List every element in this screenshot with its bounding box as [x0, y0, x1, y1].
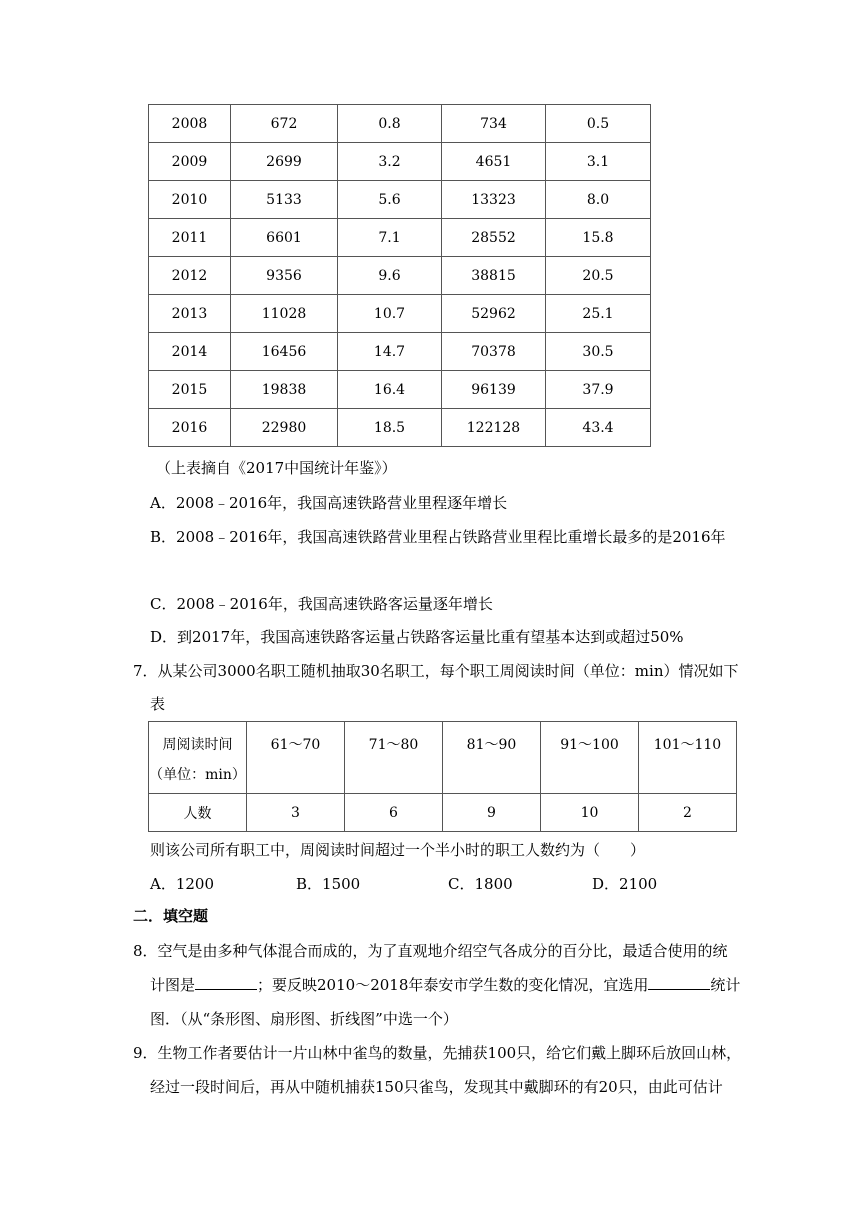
table-cell: 43.4 — [546, 409, 651, 447]
count-cell: 6 — [345, 794, 443, 832]
rail-statistics-table — [148, 104, 651, 447]
q6-option-b: B．2008﹣2016年，我国高速铁路营业里程占铁路营业里程比重增长最多的是2016年 — [150, 528, 726, 546]
table-cell: 2012 — [149, 257, 231, 295]
q7-question: 则该公司所有职工中，周阅读时间超过一个半小时的职工人数约为（ ） — [150, 841, 646, 859]
range-cell: 81～90 — [466, 737, 517, 753]
table-row — [149, 409, 651, 447]
q6-option-c: C．2008﹣2016年，我国高速铁路客运量逐年增长 — [150, 595, 493, 613]
table-cell: 5133 — [231, 181, 338, 219]
q9-line1: 9．生物工作者要估计一片山林中雀鸟的数量，先捕获100只，给它们戴上脚环后放回山林， — [133, 1044, 742, 1062]
table-cell: 4651 — [442, 143, 546, 181]
table-cell: 2011 — [149, 219, 231, 257]
table-cell: 9356 — [231, 257, 338, 295]
table-cell: 25.1 — [546, 295, 651, 333]
table-row — [149, 295, 651, 333]
table-cell: 734 — [442, 105, 546, 143]
table-cell: 2009 — [149, 143, 231, 181]
q8-text-c: 统计 — [710, 976, 741, 994]
count-cell: 2 — [639, 794, 737, 832]
answer-blank-2[interactable] — [648, 975, 710, 990]
q7-option-d: D．2100 — [592, 875, 658, 893]
q9-line2: 经过一段时间后，再从中随机捕获150只雀鸟，发现其中戴脚环的有20只，由此可估计 — [150, 1078, 723, 1096]
count-cell: 9 — [443, 794, 541, 832]
q7-stem: 7．从某公司3000名职工随机抽取30名职工，每个职工周阅读时间（单位：min）情况如下 — [133, 662, 739, 680]
q7-option-b: B．1500 — [296, 875, 361, 893]
table-cell: 20.5 — [546, 257, 651, 295]
q6-option-a: A．2008﹣2016年，我国高速铁路营业里程逐年增长 — [150, 494, 508, 512]
table-cell: 7.1 — [338, 219, 442, 257]
reading-time-header-cell — [149, 722, 247, 794]
table-cell: 13323 — [442, 181, 546, 219]
table-cell: 6601 — [231, 219, 338, 257]
table-row — [149, 143, 651, 181]
table-cell: 52962 — [442, 295, 546, 333]
unit-label: （单位：min） — [149, 767, 246, 783]
table-cell: 28552 — [442, 219, 546, 257]
table-cell: 70378 — [442, 333, 546, 371]
table-row — [149, 219, 651, 257]
table-cell: 2010 — [149, 181, 231, 219]
table-row — [149, 333, 651, 371]
table-cell: 37.9 — [546, 371, 651, 409]
range-cell: 101～110 — [653, 737, 722, 753]
table-row — [149, 105, 651, 143]
table-cell: 8.0 — [546, 181, 651, 219]
range-cell: 71～80 — [368, 737, 419, 753]
q8-line3: 图．（从“条形图、扇形图、折线图”中选一个） — [150, 1010, 458, 1028]
table-cell: 122128 — [442, 409, 546, 447]
table-cell: 18.5 — [338, 409, 442, 447]
table-cell: 2016 — [149, 409, 231, 447]
count-cell: 10 — [541, 794, 639, 832]
table-cell: 11028 — [231, 295, 338, 333]
table-cell: 0.5 — [546, 105, 651, 143]
table-cell: 2015 — [149, 371, 231, 409]
table-cell: 9.6 — [338, 257, 442, 295]
table-cell: 15.8 — [546, 219, 651, 257]
table-cell: 16456 — [231, 333, 338, 371]
q6-option-d: D．到2017年，我国高速铁路客运量占铁路客运量比重有望基本达到或超过50% — [150, 628, 684, 646]
q8-text-a: 计图是 — [150, 976, 196, 994]
reading-time-label: 周阅读时间 — [162, 737, 233, 753]
range-cell: 61～70 — [270, 737, 321, 753]
table-cell: 2013 — [149, 295, 231, 333]
table-cell: 3.2 — [338, 143, 442, 181]
range-cell: 91～100 — [560, 737, 619, 753]
answer-blank-1[interactable] — [195, 975, 257, 990]
table-cell: 2014 — [149, 333, 231, 371]
table-cell: 30.5 — [546, 333, 651, 371]
table-cell: 2699 — [231, 143, 338, 181]
table-cell: 672 — [231, 105, 338, 143]
q8-text-b: ；要反映2010～2018年泰安市学生数的变化情况，宜选用 — [257, 976, 649, 994]
count-label-cell: 人数 — [149, 794, 247, 832]
table-cell: 14.7 — [338, 333, 442, 371]
table-cell: 96139 — [442, 371, 546, 409]
count-cell: 3 — [247, 794, 345, 832]
table-cell: 19838 — [231, 371, 338, 409]
q7-stem-cont: 表 — [150, 695, 166, 713]
table-cell: 2008 — [149, 105, 231, 143]
q8-line1: 8．空气是由多种气体混合而成的，为了直观地介绍空气各成分的百分比，最适合使用的统 — [133, 942, 728, 960]
table-cell: 38815 — [442, 257, 546, 295]
q7-option-a: A．1200 — [150, 875, 215, 893]
table-cell: 10.7 — [338, 295, 442, 333]
table-row — [149, 257, 651, 295]
table-cell: 5.6 — [338, 181, 442, 219]
table-cell: 22980 — [231, 409, 338, 447]
table-cell: 0.8 — [338, 105, 442, 143]
q8-line2 — [150, 975, 740, 995]
table-cell: 16.4 — [338, 371, 442, 409]
section-title: 二．填空题 — [133, 907, 209, 925]
table-row — [149, 371, 651, 409]
q7-option-c: C．1800 — [448, 875, 513, 893]
reading-time-table — [148, 721, 737, 832]
table-source-note: （上表摘自《2017中国统计年鉴》） — [156, 459, 397, 477]
table-row — [149, 181, 651, 219]
table-cell: 3.1 — [546, 143, 651, 181]
